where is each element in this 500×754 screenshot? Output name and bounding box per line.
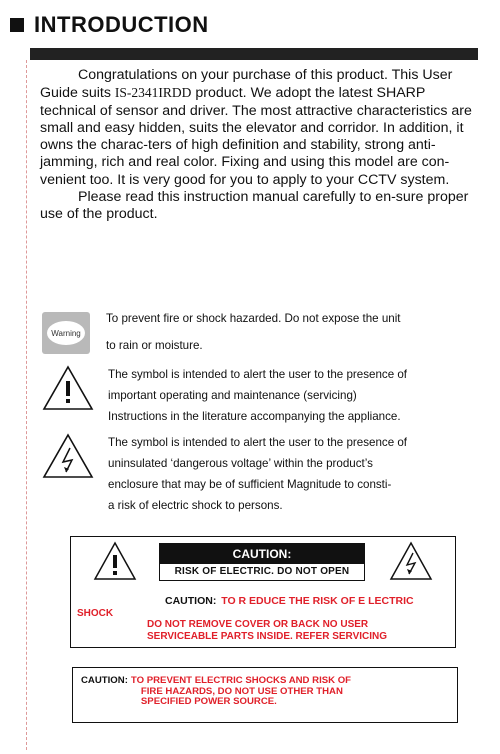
caution-box-electric: CAUTION: RISK OF ELECTRIC. DO NOT OPEN CAUTION: TO R EDUCE THE RISK OF E LECTRIC SHOCK DO NOT REMOVE COVER OR BACK NO USER SERVICEABLE PARTS INSIDE. REFER SERVICING: [70, 536, 456, 648]
lightning-triangle-icon: [42, 432, 94, 480]
bullet-square-icon: [10, 18, 24, 32]
caution-header: CAUTION: RISK OF ELECTRIC. DO NOT OPEN: [159, 543, 365, 581]
exclamation-triangle-icon: [42, 364, 94, 412]
warning-row-moisture: Warning To prevent fire or shock hazarded. Do not expose the unit to rain or moisture.: [42, 308, 401, 356]
model-number: IS-2341IRDD: [114, 85, 192, 101]
warning-row-symbol-exclamation: The symbol is intended to alert the user to the presence of important operating and maintenance (servicing) Instructions in the literature accompanying the appliance.: [42, 364, 407, 427]
header-rule: [30, 48, 478, 60]
intro-text: [40, 67, 472, 224]
section-header: [10, 12, 209, 38]
warning-row-symbol-voltage: The symbol is intended to alert the user to the presence of uninsulated ‘dangerous voltage’ within the product’s enclosure that may be of sufficient Magnitude to consti- a risk of electric shock to persons.: [42, 432, 407, 516]
warning-badge-icon: [42, 312, 90, 354]
caution-box-power: CAUTION: TO PREVENT ELECTRIC SHOCKS AND RISK OF FIRE HAZARDS, DO NOT USE OTHER THAN SPECIFIED POWER SOURCE.: [72, 667, 458, 723]
lightning-triangle-icon: [389, 541, 433, 581]
intro-paragraph-2: Please read this instruction manual carefully to en-sure proper use of the product.: [40, 189, 469, 223]
intro-paragraph-1: Congratulations on your purchase of this product. This User Guide suits IS-2341IRDD product. We adopt the latest SHARP technical of sensor and driver. The most attractive characteristics are small and easy hidden, suits the elevator and corridor. In addition, it owns the charac-ters of high definition and stability, strong anti-jamming, rich and real color. Fixing and using this model are con-venient too. It is very good for you to apply to your CCTV system.: [40, 67, 472, 188]
margin-rule: [26, 60, 27, 750]
page-title: INTRODUCTION: [34, 12, 209, 37]
exclamation-triangle-icon: [93, 541, 137, 581]
warning-badge-label: Warning: [47, 321, 85, 345]
